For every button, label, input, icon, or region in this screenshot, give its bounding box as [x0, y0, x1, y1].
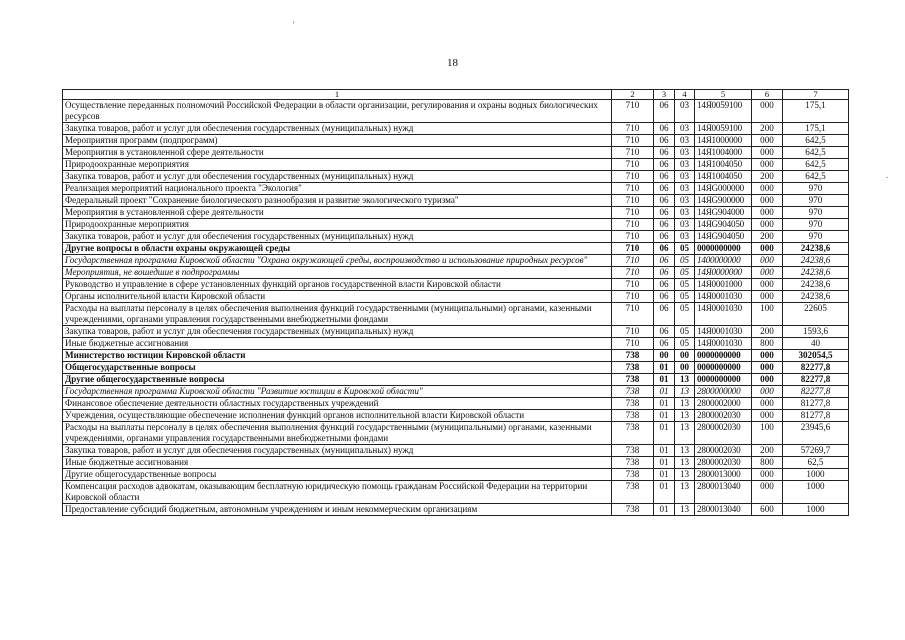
amount: 970: [783, 207, 849, 219]
expense-name: Мероприятия программ (подпрограмм): [63, 135, 612, 147]
expense-name: Органы исполнительной власти Кировской области: [63, 291, 612, 303]
amount: 82277,8: [783, 386, 849, 398]
subsection-code: 05: [675, 303, 695, 326]
table-row: [63, 410, 849, 422]
target-article-code: 14Я0000000: [695, 267, 752, 279]
ministry-code: 710: [612, 159, 654, 171]
expense-name: Природоохранные мероприятия: [63, 219, 612, 231]
subsection-code: 13: [675, 457, 695, 469]
amount: 970: [783, 183, 849, 195]
table-row: [63, 255, 849, 267]
subsection-code: 03: [675, 219, 695, 231]
expense-name: Закупка товаров, работ и услуг для обеспечения государственных (муниципальных) нужд: [63, 123, 612, 135]
ministry-code: 738: [612, 350, 654, 362]
subsection-code: 00: [675, 350, 695, 362]
target-article-code: 2800013000: [695, 469, 752, 481]
table-row: [63, 123, 849, 135]
amount: 1000: [783, 504, 849, 516]
ministry-code: 710: [612, 123, 654, 135]
table-row: [63, 231, 849, 243]
amount: 642,5: [783, 171, 849, 183]
expense-name: Природоохранные мероприятия: [63, 159, 612, 171]
ministry-code: 738: [612, 398, 654, 410]
target-article-code: 2800002030: [695, 410, 752, 422]
ministry-code: 710: [612, 338, 654, 350]
ministry-code: 738: [612, 386, 654, 398]
subsection-code: 13: [675, 481, 695, 504]
expense-name: Расходы на выплаты персоналу в целях обеспечения выполнения функций государственными (муниципальными) органами, казенными учреждениями, органами управления государственными внебюджетными фондами: [63, 422, 612, 445]
expense-name: Министерство юстиции Кировской области: [63, 350, 612, 362]
table-row: [63, 469, 849, 481]
ministry-code: 738: [612, 457, 654, 469]
column-header: 4: [675, 90, 695, 100]
section-code: 01: [654, 469, 675, 481]
section-code: 06: [654, 183, 675, 195]
target-article-code: 1400000000: [695, 255, 752, 267]
table-row: [63, 183, 849, 195]
column-header: 3: [654, 90, 675, 100]
expense-type-code: 600: [752, 504, 783, 516]
subsection-code: 13: [675, 386, 695, 398]
target-article-code: 14ЯG000000: [695, 183, 752, 195]
amount: 1000: [783, 469, 849, 481]
column-header: 2: [612, 90, 654, 100]
table-row: [63, 386, 849, 398]
section-code: 06: [654, 195, 675, 207]
expense-name: Закупка товаров, работ и услуг для обеспечения государственных (муниципальных) нужд: [63, 171, 612, 183]
table-row: [63, 135, 849, 147]
table-row: [63, 457, 849, 469]
expense-type-code: 000: [752, 410, 783, 422]
expense-type-code: 000: [752, 219, 783, 231]
section-code: 01: [654, 410, 675, 422]
target-article-code: 14ЯG900000: [695, 195, 752, 207]
expense-name: Финансовое обеспечение деятельности областных государственных учреждений: [63, 398, 612, 410]
expense-type-code: 000: [752, 291, 783, 303]
subsection-code: 05: [675, 291, 695, 303]
target-article-code: 0000000000: [695, 374, 752, 386]
expense-name: Иные бюджетные ассигнования: [63, 457, 612, 469]
expense-name: Компенсация расходов адвокатам, оказывающим бесплатную юридическую помощь гражданам Российской Федерации на территории Кировской области: [63, 481, 612, 504]
amount: 81277,8: [783, 410, 849, 422]
subsection-code: 03: [675, 147, 695, 159]
table-row: [63, 504, 849, 516]
ministry-code: 710: [612, 219, 654, 231]
expense-type-code: 200: [752, 231, 783, 243]
expense-name: Федеральный проект "Сохранение биологического разнообразия и развитие экологического туризма": [63, 195, 612, 207]
target-article-code: 0000000000: [695, 350, 752, 362]
expense-type-code: 100: [752, 422, 783, 445]
amount: 82277,8: [783, 362, 849, 374]
expense-name: Иные бюджетные ассигнования: [63, 338, 612, 350]
subsection-code: 05: [675, 255, 695, 267]
ministry-code: 710: [612, 326, 654, 338]
ministry-code: 710: [612, 207, 654, 219]
section-code: 01: [654, 445, 675, 457]
expense-type-code: 200: [752, 123, 783, 135]
table-body: [63, 90, 849, 516]
subsection-code: 03: [675, 159, 695, 171]
expense-name: Расходы на выплаты персоналу в целях обеспечения выполнения функций государственными (муниципальными) органами, казенными учреждениями, органами управления государственными внебюджетными фондами: [63, 303, 612, 326]
ministry-code: 738: [612, 422, 654, 445]
expense-type-code: 000: [752, 398, 783, 410]
expense-name: Осуществление переданных полномочий Российской Федерации в области организации, регулирования и охраны водных биологических ресурсов: [63, 100, 612, 123]
expense-type-code: 000: [752, 267, 783, 279]
expense-name: Государственная программа Кировской области "Развитие юстиции в Кировской области": [63, 386, 612, 398]
ministry-code: 710: [612, 100, 654, 123]
section-code: 06: [654, 291, 675, 303]
section-code: 06: [654, 207, 675, 219]
section-code: 06: [654, 135, 675, 147]
section-code: 06: [654, 231, 675, 243]
amount: 642,5: [783, 147, 849, 159]
table-row: [63, 147, 849, 159]
amount: 970: [783, 219, 849, 231]
amount: 57269,7: [783, 445, 849, 457]
ministry-code: 738: [612, 445, 654, 457]
subsection-code: 13: [675, 504, 695, 516]
amount: 1000: [783, 481, 849, 504]
ministry-code: 738: [612, 410, 654, 422]
column-header: 5: [695, 90, 752, 100]
amount: 40: [783, 338, 849, 350]
table-row: [63, 171, 849, 183]
expense-type-code: 200: [752, 445, 783, 457]
ministry-code: 710: [612, 243, 654, 255]
target-article-code: 14Я0001030: [695, 291, 752, 303]
target-article-code: 2800002030: [695, 457, 752, 469]
table-row: [63, 362, 849, 374]
expense-type-code: 000: [752, 255, 783, 267]
target-article-code: 14Я0001030: [695, 326, 752, 338]
table-row: [63, 338, 849, 350]
amount: 24238,6: [783, 255, 849, 267]
expense-name: Другие общегосударственные вопросы: [63, 374, 612, 386]
ministry-code: 710: [612, 303, 654, 326]
target-article-code: 14ЯG904050: [695, 231, 752, 243]
expense-type-code: 000: [752, 481, 783, 504]
table-row: [63, 291, 849, 303]
amount: 24238,6: [783, 291, 849, 303]
subsection-code: 03: [675, 195, 695, 207]
ministry-code: 738: [612, 374, 654, 386]
expense-type-code: 000: [752, 207, 783, 219]
expense-type-code: 800: [752, 338, 783, 350]
expense-name: Руководство и управление в сфере установленных функций органов государственной власти Кировской области: [63, 279, 612, 291]
expense-type-code: 000: [752, 195, 783, 207]
subsection-code: 00: [675, 362, 695, 374]
amount: 24238,6: [783, 243, 849, 255]
amount: 642,5: [783, 159, 849, 171]
table-row: [63, 481, 849, 504]
table-row: [63, 219, 849, 231]
scan-mark: ': [293, 20, 295, 30]
target-article-code: 14ЯG904000: [695, 207, 752, 219]
section-code: 06: [654, 159, 675, 171]
expense-name: Реализация мероприятий национального проекта "Экология": [63, 183, 612, 195]
expense-name: Общегосударственные вопросы: [63, 362, 612, 374]
section-code: 01: [654, 457, 675, 469]
scan-mark: .: [886, 170, 889, 180]
ministry-code: 738: [612, 469, 654, 481]
ministry-code: 710: [612, 279, 654, 291]
subsection-code: 05: [675, 243, 695, 255]
amount: 81277,8: [783, 398, 849, 410]
table-row: [63, 374, 849, 386]
target-article-code: 0000000000: [695, 362, 752, 374]
section-code: 01: [654, 386, 675, 398]
column-header: 6: [752, 90, 783, 100]
table-row: [63, 207, 849, 219]
ministry-code: 710: [612, 291, 654, 303]
target-article-code: 2800013040: [695, 481, 752, 504]
amount: 62,5: [783, 457, 849, 469]
target-article-code: 2800002030: [695, 445, 752, 457]
subsection-code: 03: [675, 171, 695, 183]
section-code: 06: [654, 100, 675, 123]
expense-type-code: 000: [752, 243, 783, 255]
expense-name: Мероприятия, не вошедшие в подпрограммы: [63, 267, 612, 279]
expense-type-code: 000: [752, 135, 783, 147]
table-row: [63, 267, 849, 279]
target-article-code: 14Я0059100: [695, 100, 752, 123]
expense-type-code: 000: [752, 279, 783, 291]
target-article-code: 14ЯG904050: [695, 219, 752, 231]
subsection-code: 13: [675, 445, 695, 457]
subsection-code: 03: [675, 207, 695, 219]
target-article-code: 14Я0001030: [695, 338, 752, 350]
subsection-code: 13: [675, 398, 695, 410]
section-code: 06: [654, 147, 675, 159]
amount: 24238,6: [783, 267, 849, 279]
table-row: [63, 195, 849, 207]
expense-name: Закупка товаров, работ и услуг для обеспечения государственных (муниципальных) нужд: [63, 445, 612, 457]
expense-name: Другие вопросы в области охраны окружающей среды: [63, 243, 612, 255]
section-code: 06: [654, 171, 675, 183]
target-article-code: 2800002030: [695, 422, 752, 445]
section-code: 06: [654, 219, 675, 231]
subsection-code: 03: [675, 135, 695, 147]
target-article-code: 14Я1004050: [695, 171, 752, 183]
ministry-code: 710: [612, 195, 654, 207]
section-code: 01: [654, 422, 675, 445]
ministry-code: 738: [612, 504, 654, 516]
expense-type-code: 000: [752, 159, 783, 171]
section-code: 06: [654, 326, 675, 338]
ministry-code: 710: [612, 231, 654, 243]
expense-type-code: 000: [752, 374, 783, 386]
column-header: 1: [63, 90, 612, 100]
section-code: 06: [654, 303, 675, 326]
expense-type-code: 000: [752, 147, 783, 159]
table-header-row: [63, 90, 849, 100]
amount: 1593,6: [783, 326, 849, 338]
amount: 23945,6: [783, 422, 849, 445]
target-article-code: 14Я0001000: [695, 279, 752, 291]
section-code: 06: [654, 243, 675, 255]
section-code: 06: [654, 255, 675, 267]
subsection-code: 13: [675, 469, 695, 481]
subsection-code: 05: [675, 338, 695, 350]
column-header: 7: [783, 90, 849, 100]
expense-type-code: 000: [752, 183, 783, 195]
expense-type-code: 200: [752, 171, 783, 183]
ministry-code: 710: [612, 135, 654, 147]
table-row: [63, 326, 849, 338]
section-code: 00: [654, 350, 675, 362]
section-code: 01: [654, 362, 675, 374]
section-code: 01: [654, 481, 675, 504]
table-row: [63, 279, 849, 291]
section-code: 01: [654, 374, 675, 386]
target-article-code: 2800002000: [695, 398, 752, 410]
target-article-code: 2800013040: [695, 504, 752, 516]
expense-type-code: 100: [752, 303, 783, 326]
ministry-code: 710: [612, 255, 654, 267]
expense-type-code: 200: [752, 326, 783, 338]
ministry-code: 710: [612, 147, 654, 159]
section-code: 06: [654, 123, 675, 135]
section-code: 06: [654, 267, 675, 279]
expense-type-code: 800: [752, 457, 783, 469]
table-row: [63, 445, 849, 457]
ministry-code: 738: [612, 481, 654, 504]
amount: 970: [783, 231, 849, 243]
table-row: [63, 243, 849, 255]
table-row: [63, 422, 849, 445]
expense-name: Закупка товаров, работ и услуг для обеспечения государственных (муниципальных) нужд: [63, 231, 612, 243]
target-article-code: 14Я1004000: [695, 147, 752, 159]
target-article-code: 0000000000: [695, 243, 752, 255]
subsection-code: 05: [675, 326, 695, 338]
subsection-code: 13: [675, 422, 695, 445]
expense-name: Предоставление субсидий бюджетным, автономным учреждениям и иным некоммерческим организациям: [63, 504, 612, 516]
expense-type-code: 000: [752, 362, 783, 374]
table-row: [63, 350, 849, 362]
section-code: 06: [654, 279, 675, 291]
amount: 24238,6: [783, 279, 849, 291]
target-article-code: 14Я0059100: [695, 123, 752, 135]
amount: 82277,8: [783, 374, 849, 386]
amount: 175,1: [783, 123, 849, 135]
section-code: 01: [654, 398, 675, 410]
subsection-code: 13: [675, 374, 695, 386]
subsection-code: 03: [675, 100, 695, 123]
section-code: 06: [654, 338, 675, 350]
amount: 22605: [783, 303, 849, 326]
subsection-code: 13: [675, 410, 695, 422]
table-row: [63, 100, 849, 123]
subsection-code: 05: [675, 267, 695, 279]
expense-name: Мероприятия в установленной сфере деятельности: [63, 147, 612, 159]
amount: 302054,5: [783, 350, 849, 362]
target-article-code: 14Я1000000: [695, 135, 752, 147]
ministry-code: 710: [612, 267, 654, 279]
expense-name: Государственная программа Кировской области "Охрана окружающей среды, воспроизводство и использование природных ресурсов": [63, 255, 612, 267]
expense-name: Мероприятия в установленной сфере деятельности: [63, 207, 612, 219]
expense-name: Учреждения, осуществляющие обеспечение исполнения функций органов исполнительной власти Кировской области: [63, 410, 612, 422]
subsection-code: 03: [675, 231, 695, 243]
page-number: 18: [447, 57, 458, 69]
subsection-code: 03: [675, 183, 695, 195]
ministry-code: 710: [612, 183, 654, 195]
target-article-code: 2800000000: [695, 386, 752, 398]
expense-type-code: 000: [752, 350, 783, 362]
subsection-code: 05: [675, 279, 695, 291]
ministry-code: 738: [612, 362, 654, 374]
amount: 970: [783, 195, 849, 207]
amount: 642,5: [783, 135, 849, 147]
expense-type-code: 000: [752, 386, 783, 398]
target-article-code: 14Я0001030: [695, 303, 752, 326]
table-row: [63, 159, 849, 171]
expense-type-code: 000: [752, 100, 783, 123]
target-article-code: 14Я1004050: [695, 159, 752, 171]
table-row: [63, 303, 849, 326]
section-code: 01: [654, 504, 675, 516]
expense-name: Закупка товаров, работ и услуг для обеспечения государственных (муниципальных) нужд: [63, 326, 612, 338]
expense-name: Другие общегосударственные вопросы: [63, 469, 612, 481]
subsection-code: 03: [675, 123, 695, 135]
budget-table: [62, 89, 849, 516]
table-row: [63, 398, 849, 410]
expense-type-code: 000: [752, 469, 783, 481]
amount: 175,1: [783, 100, 849, 123]
ministry-code: 710: [612, 171, 654, 183]
